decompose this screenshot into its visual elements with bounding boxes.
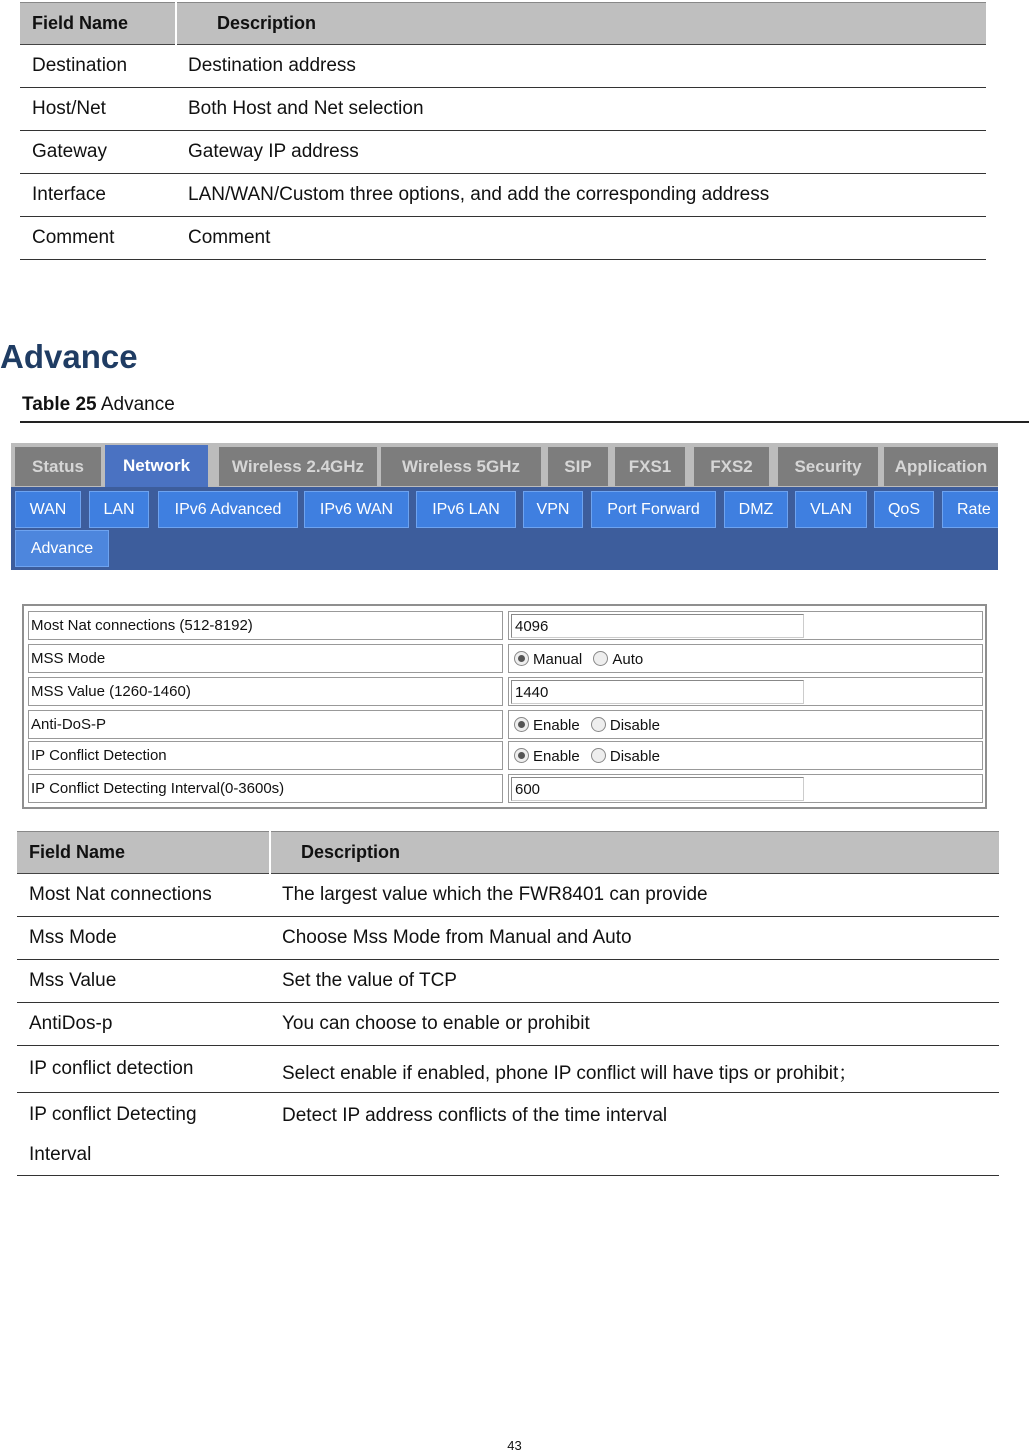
field-name-cell: Comment [20,217,176,260]
mss-manual-radio[interactable] [514,651,529,666]
table-header-row [20,3,986,45]
antidos-label: Anti-DoS-P [28,710,503,739]
description-cell: Detect IP address conflicts of the time interval [270,1093,999,1176]
subtab-ipv6-advanced[interactable]: IPv6 Advanced [158,491,298,528]
description-cell: Select enable if enabled, phone IP conflict will have tips or prohibit； [270,1046,999,1093]
mss-value-input[interactable]: 1440 [511,680,804,704]
top-nav-bar [11,443,998,487]
most-nat-cell [508,611,983,640]
caption-text: Advance [96,394,175,415]
table-header-row [17,832,999,874]
subtab-advance[interactable]: Advance [15,530,109,567]
table-row [20,45,986,88]
description-cell: Destination address [176,45,986,88]
most-nat-input[interactable]: 4096 [511,614,804,638]
table-caption [22,394,175,416]
antidos-disable-radio[interactable] [591,717,606,732]
table-row [17,960,999,1003]
tab-wireless-5[interactable]: Wireless 5GHz [381,447,541,486]
field-name-cell: Destination [20,45,176,88]
description-cell: The largest value which the FWR8401 can provide [270,874,999,917]
ipconf-disable-label: Disable [609,748,660,765]
description-cell: Set the value of TCP [270,960,999,1003]
antidos-disable-label: Disable [609,717,660,734]
ip-interval-label: IP Conflict Detecting Interval(0-3600s) [28,774,503,803]
header-field-name: Field Name [20,3,176,45]
page-number: 43 [507,1438,522,1453]
description-cell: Choose Mss Mode from Manual and Auto [270,917,999,960]
subtab-lan[interactable]: LAN [89,491,149,528]
mss-auto-radio[interactable] [593,651,608,666]
table-row [17,1093,999,1176]
sub-nav-bar [11,487,998,570]
router-nav-screenshot [11,443,998,570]
subtab-dmz[interactable]: DMZ [724,491,788,528]
table-row [17,1003,999,1046]
field-name-cell: Mss Mode [17,917,270,960]
table-row [17,874,999,917]
table-row [20,131,986,174]
description-cell: Comment [176,217,986,260]
table-row [20,174,986,217]
tab-security[interactable]: Security [778,447,878,486]
subtab-vpn[interactable]: VPN [523,491,583,528]
tab-application[interactable]: Application [884,447,998,486]
antidos-enable-label: Enable [533,717,580,734]
ip-interval-input[interactable]: 600 [511,777,804,801]
mss-value-label: MSS Value (1260-1460) [28,677,503,706]
advance-fields-table [17,831,999,1176]
ip-conflict-cell [508,741,983,770]
mss-auto-label: Auto [612,651,644,668]
table-row [17,917,999,960]
antidos-enable-radio[interactable] [514,717,529,732]
subtab-ipv6-wan[interactable]: IPv6 WAN [304,491,409,528]
most-nat-label: Most Nat connections (512-8192) [28,611,503,640]
tab-wireless-24[interactable]: Wireless 2.4GHz [219,447,377,486]
field-name-cell: AntiDos-p [17,1003,270,1046]
tab-status[interactable]: Status [15,447,101,486]
ipconf-enable-label: Enable [533,748,580,765]
tab-fxs1[interactable]: FXS1 [615,447,685,486]
header-field-name: Field Name [17,832,270,874]
route-fields-table [20,2,986,260]
mss-manual-label: Manual [533,651,583,668]
tab-fxs2[interactable]: FXS2 [694,447,769,486]
ipconf-disable-radio[interactable] [591,748,606,763]
tab-network[interactable]: Network [105,445,208,487]
subtab-rate[interactable]: Rate [942,491,998,528]
ip-conflict-label: IP Conflict Detection [28,741,503,770]
table-row [20,88,986,131]
table-row [20,217,986,260]
field-name-cell: IP conflict Detecting Interval [17,1093,270,1176]
field-name-cell: Gateway [20,131,176,174]
caption-label: Table 25 [22,394,97,415]
subtab-ipv6-lan[interactable]: IPv6 LAN [416,491,516,528]
description-cell: LAN/WAN/Custom three options, and add the corresponding address [176,174,986,217]
field-name-cell: Host/Net [20,88,176,131]
header-description: Description [176,3,986,45]
mss-mode-label: MSS Mode [28,644,503,673]
table-row [17,1046,999,1093]
advance-form-panel [22,604,987,809]
field-name-cell: Mss Value [17,960,270,1003]
ip-interval-cell [508,774,983,803]
mss-mode-cell [508,644,983,673]
field-name-cell: Interface [20,174,176,217]
subtab-qos[interactable]: QoS [874,491,934,528]
mss-value-cell [508,677,983,706]
caption-divider [20,421,1029,423]
subtab-port-forward[interactable]: Port Forward [591,491,716,528]
header-description: Description [270,832,999,874]
description-cell: Both Host and Net selection [176,88,986,131]
field-name-cell: Most Nat connections [17,874,270,917]
description-cell: Gateway IP address [176,131,986,174]
antidos-cell [508,710,983,739]
subtab-vlan[interactable]: VLAN [795,491,867,528]
section-heading: Advance [0,338,138,375]
description-cell: You can choose to enable or prohibit [270,1003,999,1046]
field-name-cell: IP conflict detection [17,1046,270,1093]
ipconf-enable-radio[interactable] [514,748,529,763]
subtab-wan[interactable]: WAN [15,491,81,528]
tab-sip[interactable]: SIP [548,447,608,486]
